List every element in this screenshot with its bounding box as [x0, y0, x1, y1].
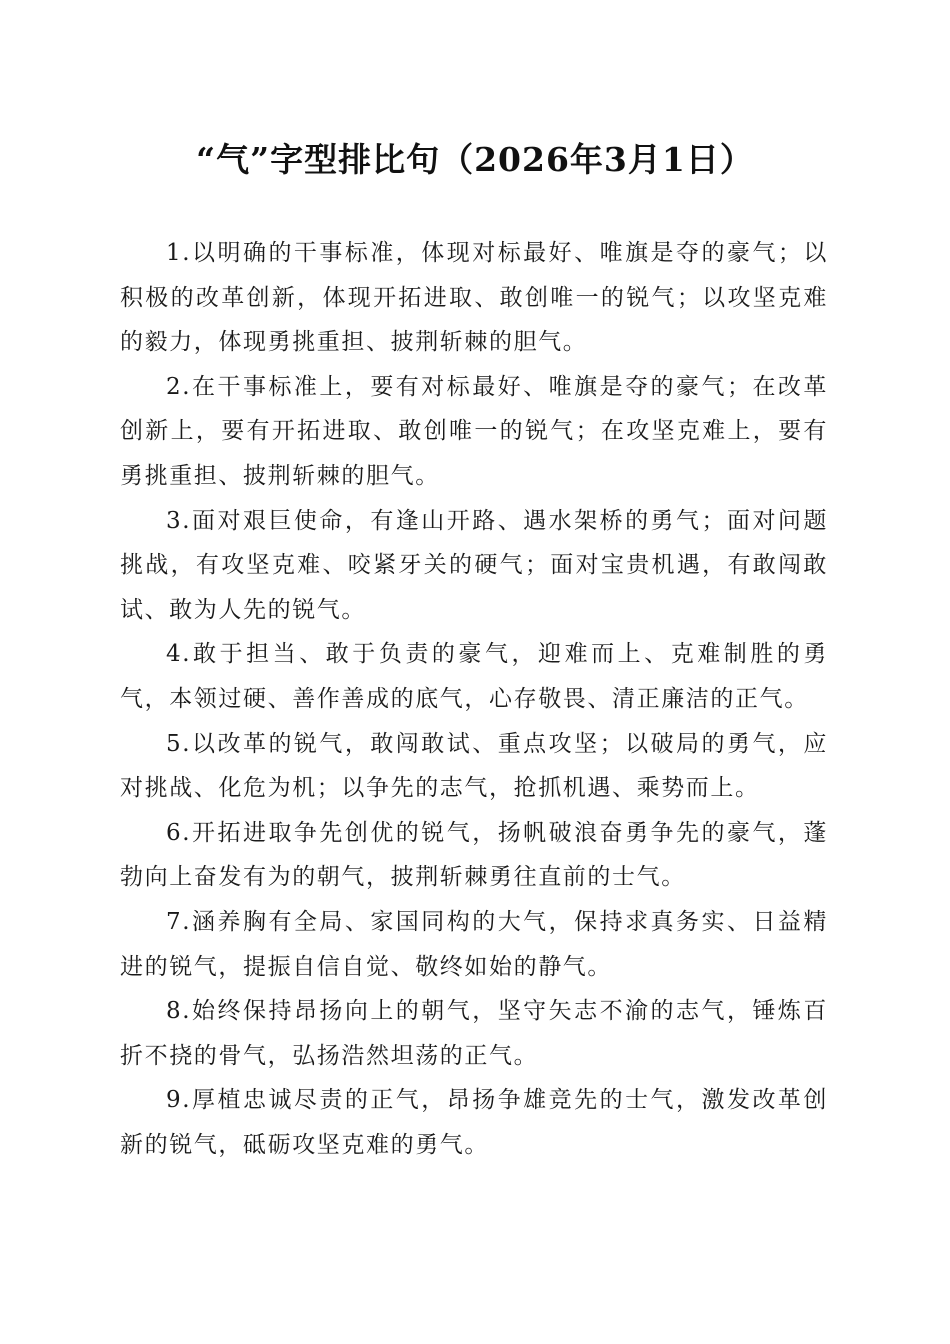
paragraph-3: 3.面对艰巨使命，有逢山开路、遇水架桥的勇气；面对问题挑战，有攻坚克难、咬紧牙关的硬气；面对宝贵机遇，有敢闯敢试、敢为人先的锐气。 — [120, 507, 828, 623]
paragraph-6: 6.开拓进取争先创优的锐气，扬帆破浪奋勇争先的豪气，蓬勃向上奋发有为的朝气，披荆斩棘勇往直前的士气。 — [120, 819, 828, 891]
paragraph-1: 1.以明确的干事标准，体现对标最好、唯旗是夺的豪气；以积极的改革创新，体现开拓进取、敢创唯一的锐气；以攻坚克难的毅力，体现勇挑重担、披荆斩棘的胆气。 — [120, 240, 828, 356]
paragraph-2: 2.在干事标准上，要有对标最好、唯旗是夺的豪气；在改革创新上，要有开拓进取、敢创唯一的锐气；在攻坚克难上，要有勇挑重担、披荆斩棘的胆气。 — [120, 373, 828, 489]
paragraph-5: 5.以改革的锐气，敢闯敢试、重点攻坚；以破局的勇气，应对挑战、化危为机；以争先的志气，抢抓机遇、乘势而上。 — [120, 730, 828, 802]
paragraph-8: 8.始终保持昂扬向上的朝气，坚守矢志不渝的志气，锤炼百折不挠的骨气，弘扬浩然坦荡的正气。 — [120, 998, 828, 1069]
paragraph-9: 9.厚植忠诚尽责的正气，昂扬争雄竞先的士气，激发改革创新的锐气，砥砺攻坚克难的勇气。 — [120, 1087, 828, 1158]
paragraph-7: 7.涵养胸有全局、家国同构的大气，保持求真务实、日益精进的锐气，提振自信自觉、敬终如始的静气。 — [120, 908, 828, 980]
paragraph-4: 4.敢于担当、敢于负责的豪气，迎难而上、克难制胜的勇气，本领过硬、善作善成的底气，心存敬畏、清正廉洁的正气。 — [120, 641, 828, 712]
document-body — [120, 231, 828, 1167]
document-title: “气”字型排比句（2026年3月1日） — [196, 140, 754, 179]
